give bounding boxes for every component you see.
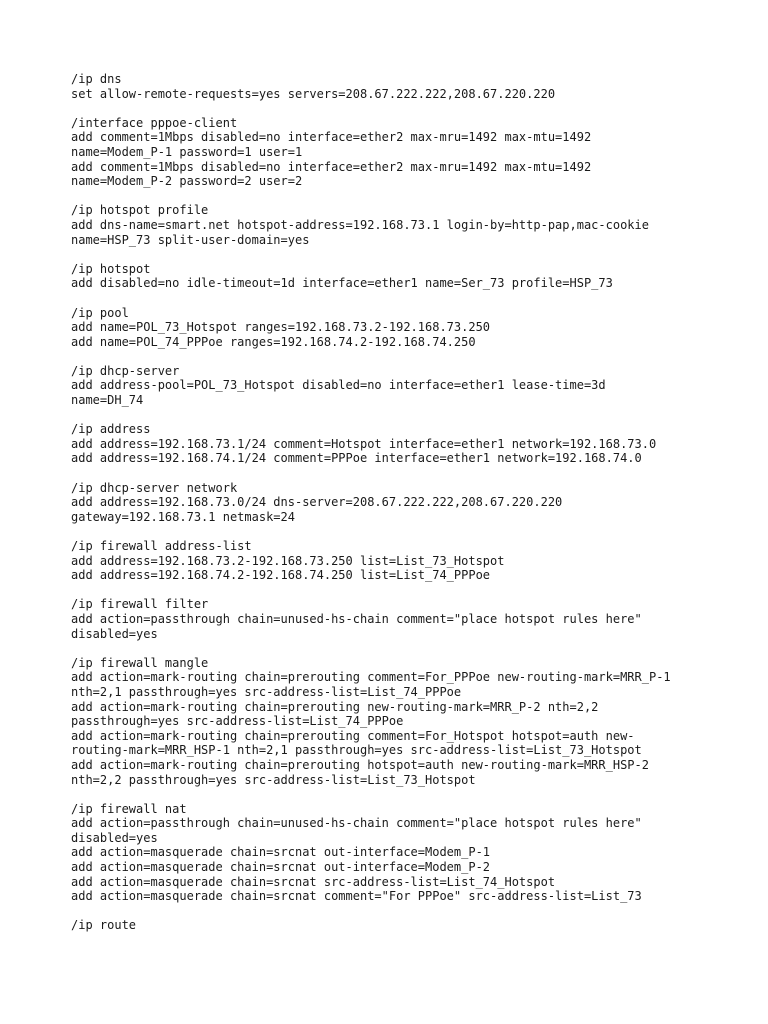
config-section-header: /ip firewall address-list [71, 539, 252, 553]
config-line: add dns-name=smart.net hotspot-address=192.168.73.1 login-by=http-pap,mac-cookie [71, 217, 649, 232]
config-line: name=Modem_P-2 password=2 user=2 [71, 174, 303, 189]
config-line: name=Modem_P-1 password=1 user=1 [71, 144, 303, 159]
config-line: passthrough=yes src-address-list=List_74_PPPoe [71, 714, 404, 729]
config-block [71, 116, 731, 189]
config-line: add disabled=no idle-timeout=1d interface=ether1 name=Ser_73 profile=HSP_73 [71, 276, 613, 291]
config-line: add action=masquerade chain=srcnat src-address-list=List_74_Hotspot [71, 874, 556, 889]
config-block [71, 918, 731, 933]
config-block [71, 656, 731, 787]
config-line: disabled=yes [71, 830, 158, 845]
config-line: add action=mark-routing chain=prerouting comment=For_PPPoe new-routing-mark=MRR_P-1 [71, 670, 671, 685]
config-line: add comment=1Mbps disabled=no interface=ether2 max-mru=1492 max-mtu=1492 [71, 159, 592, 174]
config-block [71, 539, 731, 583]
document-page [71, 72, 731, 948]
config-line: add address=192.168.74.1/24 comment=PPPoe interface=ether1 network=192.168.74.0 [71, 451, 642, 466]
config-section-header: /ip hotspot [71, 261, 151, 276]
config-section-header: /ip route [71, 918, 137, 933]
config-block [71, 481, 731, 525]
config-line: add address=192.168.73.1/24 comment=Hotspot interface=ether1 network=192.168.73.0 [71, 436, 657, 451]
config-line: add action=mark-routing chain=prerouting new-routing-mark=MRR_P-2 nth=2,2 [71, 699, 599, 714]
config-line: add address=192.168.74.2-192.168.74.250 list=List_74_PPPoe [71, 568, 491, 583]
config-line: add address-pool=POL_73_Hotspot disabled=no interface=ether1 lease-time=3d [71, 378, 606, 393]
config-line: name=DH_74 [71, 393, 144, 408]
config-line: add action=mark-routing chain=prerouting hotspot=auth new-routing-mark=MRR_HSP-2 [71, 757, 649, 772]
config-line: nth=2,1 passthrough=yes src-address-list=List_74_PPPoe [71, 684, 462, 699]
config-section-header: /ip firewall nat [71, 801, 187, 816]
config-line: add address=192.168.73.0/24 dns-server=208.67.222.222,208.67.220.220 [71, 495, 563, 510]
config-line: set allow-remote-requests=yes servers=208.67.222.222,208.67.220.220 [71, 86, 556, 101]
config-line: add action=mark-routing chain=prerouting comment=For_Hotspot hotspot=auth new- [71, 728, 635, 743]
config-line: name=HSP_73 split-user-domain=yes [71, 232, 310, 247]
config-section-header: /interface pppoe-client [71, 115, 238, 130]
config-section-header: /ip dns [71, 72, 122, 86]
config-section-header: /ip hotspot profile [71, 203, 209, 218]
config-block [71, 262, 731, 291]
config-section-header: /ip firewall mangle [71, 655, 209, 670]
config-line: add name=POL_74_PPPoe ranges=192.168.74.2-192.168.74.250 [71, 334, 476, 349]
config-line: add action=passthrough chain=unused-hs-chain comment="place hotspot rules here" [71, 816, 642, 831]
config-line: disabled=yes [71, 626, 158, 641]
config-block [71, 422, 731, 466]
config-block [71, 802, 731, 904]
config-section-header: /ip dhcp-server [71, 363, 180, 378]
config-block [71, 72, 731, 101]
config-block [71, 597, 731, 641]
config-line: gateway=192.168.73.1 netmask=24 [71, 509, 295, 524]
config-line: add address=192.168.73.2-192.168.73.250 list=List_73_Hotspot [71, 553, 505, 568]
config-section-header: /ip firewall filter [71, 597, 209, 612]
config-line: add action=masquerade chain=srcnat comment="For PPPoe" src-address-list=List_73 [71, 889, 642, 904]
config-line: add comment=1Mbps disabled=no interface=ether2 max-mru=1492 max-mtu=1492 [71, 130, 592, 145]
config-line: add action=masquerade chain=srcnat out-interface=Modem_P-1 [71, 845, 491, 860]
config-line: add name=POL_73_Hotspot ranges=192.168.73.2-192.168.73.250 [71, 320, 491, 335]
config-line: add action=masquerade chain=srcnat out-interface=Modem_P-2 [71, 860, 491, 875]
config-line: routing-mark=MRR_HSP-1 nth=2,1 passthrough=yes src-address-list=List_73_Hotspot [71, 743, 642, 758]
config-line: nth=2,2 passthrough=yes src-address-list=List_73_Hotspot [71, 772, 476, 787]
config-section-header: /ip dhcp-server network [71, 480, 238, 495]
config-line: add action=passthrough chain=unused-hs-chain comment="place hotspot rules here" [71, 611, 642, 626]
config-section-header: /ip address [71, 422, 151, 437]
config-block [71, 203, 731, 247]
config-section-header: /ip pool [71, 305, 129, 320]
config-block [71, 364, 731, 408]
config-block [71, 306, 731, 350]
